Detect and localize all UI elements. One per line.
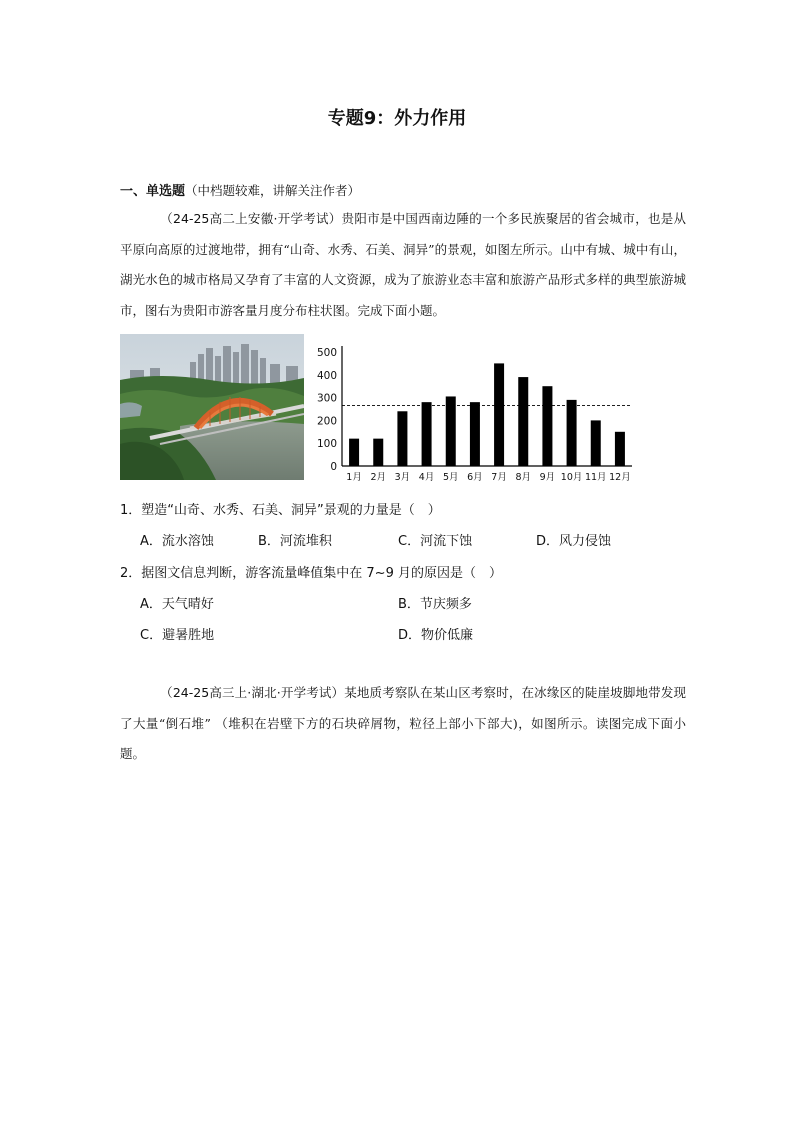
x-tick-label: 12月 xyxy=(609,472,631,483)
y-tick-label: 100 xyxy=(316,438,337,451)
x-tick-label: 9月 xyxy=(539,472,556,483)
passage-2 xyxy=(120,678,686,770)
q1-option-a: A．流水溶蚀 xyxy=(140,534,214,549)
q1-option-d: D．风力侵蚀 xyxy=(536,534,612,549)
y-tick-label: 400 xyxy=(316,369,337,382)
q1-option-c: C．河流下蚀 xyxy=(398,534,473,549)
y-tick-label: 500 xyxy=(316,347,337,359)
passage-2-text: 某地质考察队在某山区考察时，在冰缘区的陡崖坡脚地带发现了大量“倒石堆” （堆积在岩壁下方的石块碎屑物，粒径上部小下部大)，如图所示。读图完成下面小题。 xyxy=(120,685,686,761)
bar xyxy=(373,439,383,466)
y-tick-label: 0 xyxy=(330,461,337,473)
page-title: 专题9：外力作用 xyxy=(327,108,467,129)
bar xyxy=(615,432,625,466)
x-tick-label: 5月 xyxy=(442,472,459,483)
bar xyxy=(494,363,504,466)
bar xyxy=(518,377,528,466)
bar xyxy=(349,439,359,466)
guiyang-bridge-photo xyxy=(120,334,304,480)
passage-1 xyxy=(120,204,686,326)
x-tick-label: 11月 xyxy=(584,472,607,483)
passage-1-text: 贵阳市是中国西南边陲的一个多民族聚居的省会城市，也是从平原向高原的过渡地带，拥有“山奇、水秀、石美、洞异”的景观，如图左所示。山中有城、城中有山，湖光水色的城市格局又孕育了丰富的人文资源，成为了旅游业态丰富和旅游产品形式多样的典型旅游城市，图右为贵阳市游客量月度分布柱状图。完成下面小题。 xyxy=(120,211,686,318)
q2-option-d: D．物价低廉 xyxy=(398,628,474,643)
question-1-stem: 1．塑造“山奇、水秀、石美、洞异”景观的力量是（ ） xyxy=(120,503,441,518)
x-tick-label: 2月 xyxy=(370,472,387,483)
q2-option-c: C．避暑胜地 xyxy=(140,628,215,643)
x-tick-label: 8月 xyxy=(515,472,532,483)
question-2-stem: 2．据图文信息判断，游客流量峰值集中在 7~9 月的原因是（ ） xyxy=(120,566,502,581)
bar xyxy=(470,402,480,466)
bar xyxy=(591,420,601,466)
passage-1-source: （24-25高二上安徽·开学考试） xyxy=(160,211,342,226)
x-tick-label: 7月 xyxy=(491,472,507,483)
section-title: 一、单选题 xyxy=(120,184,186,199)
x-tick-label: 6月 xyxy=(467,472,483,483)
x-tick-label: 3月 xyxy=(394,472,411,483)
y-tick-label: 200 xyxy=(316,415,337,428)
x-tick-label: 10月 xyxy=(560,472,583,483)
q2-option-b: B．节庆频多 xyxy=(398,597,472,612)
y-tick-label: 300 xyxy=(316,392,337,405)
bar xyxy=(397,411,407,466)
section-note: （中档题较难，讲解关注作者） xyxy=(185,183,361,198)
tourist-monthly-bar-chart xyxy=(312,338,642,488)
bar xyxy=(542,386,552,466)
q2-option-a: A．天气晴好 xyxy=(140,597,214,612)
bar xyxy=(422,402,432,466)
passage-2-source: （24-25高三上·湖北·开学考试） xyxy=(160,685,345,700)
bar xyxy=(567,400,577,466)
x-tick-label: 1月 xyxy=(346,472,362,483)
x-tick-label: 4月 xyxy=(418,472,435,483)
q1-option-b: B．河流堆积 xyxy=(258,534,332,549)
section-heading xyxy=(120,180,360,199)
bar xyxy=(446,396,456,466)
